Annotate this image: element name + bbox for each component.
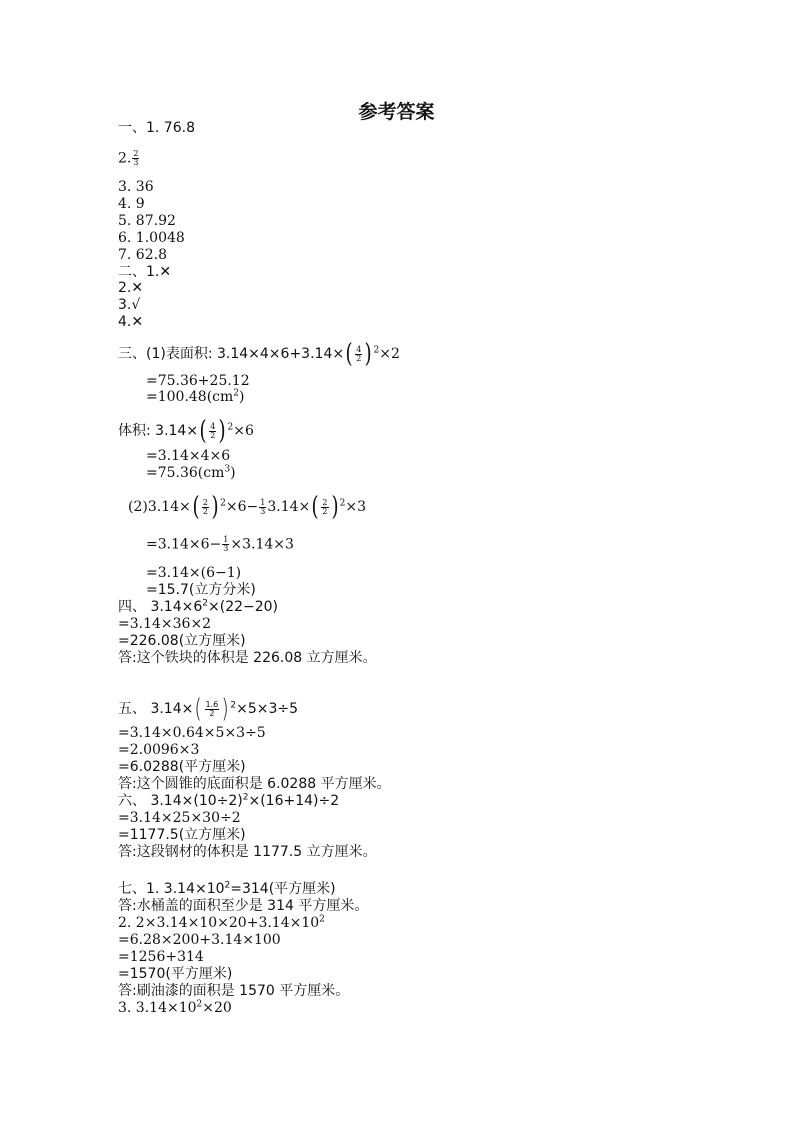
s7-q1-line1 <box>118 881 336 897</box>
s3-vol-prefix: 体积: 3.14× <box>118 423 199 439</box>
s2-q2: 2.✕ <box>118 280 144 296</box>
s4-line2: =3.14×36×2 <box>118 616 212 632</box>
s1-q6: 6. 1.0048 <box>118 230 185 246</box>
page-title: 参考答案 <box>358 101 435 123</box>
s3-part2-formula <box>128 494 366 520</box>
right-paren: ) <box>331 492 339 522</box>
fraction-denominator: 2 <box>202 506 208 516</box>
s3-p2-line2-fraction <box>222 536 229 553</box>
exponent: 2 <box>339 498 346 509</box>
s5-line1-suffix: ×5×3÷5 <box>236 701 299 717</box>
s7-q2-answer: 答:刷油漆的面积是 1570 平方厘米。 <box>118 983 350 999</box>
s3-p2-fraction-1 <box>202 499 209 516</box>
s3-vol-line3-b: ) <box>230 465 236 481</box>
fraction-denominator: 3 <box>133 158 139 167</box>
s3-vol-line3 <box>146 465 236 481</box>
s3-p2-line2-a: =3.14×6− <box>146 536 222 553</box>
s3-area-suffix: ×2 <box>379 346 400 362</box>
fraction-denominator: 3 <box>260 506 266 516</box>
s3-p2-mid-b: 3.14× <box>267 499 311 515</box>
s4-line1-b: ×(22−20) <box>208 599 279 615</box>
fraction-denominator: 2 <box>210 430 216 440</box>
right-paren: ) <box>218 416 226 446</box>
s7-q1-a: 七、1. 3.14×10 <box>118 881 225 897</box>
s3-area-line3-b: ) <box>239 389 245 405</box>
s7-q2-a: 2. 2×3.14×10×20+3.14×10 <box>118 915 320 931</box>
s4-line1 <box>118 599 278 615</box>
s1-q5: 5. 87.92 <box>118 213 176 229</box>
s3-p2-fraction-2 <box>259 499 266 516</box>
fraction-numerator: 4 <box>210 421 216 431</box>
s7-q2-line4: =1570(平方厘米) <box>118 966 233 982</box>
s3-p2-suffix: ×3 <box>345 499 367 515</box>
s3-volume-formula <box>118 418 254 444</box>
s3-area-fraction <box>355 346 362 363</box>
s3-vol-line3-a: =75.36(cm <box>146 465 225 481</box>
s1-q4: 4. 9 <box>118 196 145 212</box>
s3-area-line3-a: =100.48(cm <box>146 389 234 405</box>
fraction-numerator: 2 <box>202 497 208 507</box>
s3-p2-mid-a: ×6− <box>225 499 259 515</box>
s2-q3: 3.√ <box>118 297 141 313</box>
exponent: 2 <box>319 914 325 925</box>
s6-line1 <box>118 793 339 809</box>
s6-line1-b: ×(16+14)÷2 <box>248 793 340 809</box>
s1-q2 <box>118 150 140 167</box>
s7-q2-line2: =6.28×200+3.14×100 <box>118 932 281 948</box>
s4-line1-a: 四、 3.14×6 <box>118 599 203 615</box>
s5-line1-prefix: 五、 3.14× <box>118 701 194 717</box>
exponent: 2 <box>202 598 208 609</box>
s7-q3-a: 3. 3.14×10 <box>118 1000 197 1016</box>
s3-area-line2: =75.36+25.12 <box>146 373 250 389</box>
fraction-numerator: 1.6 <box>205 699 219 709</box>
s6-line2: =3.14×25×30÷2 <box>118 810 241 826</box>
left-paren: ( <box>199 416 207 446</box>
right-paren: ) <box>364 339 372 369</box>
fraction-numerator: 1 <box>260 497 266 507</box>
s7-q1-answer: 答:水桶盖的面积至少是 314 平方厘米。 <box>118 898 369 914</box>
left-paren: ( <box>345 339 353 369</box>
s3-area-prefix: 三、(1)表面积: 3.14×4×6+3.14× <box>118 346 345 362</box>
s5-answer: 答:这个圆锥的底面积是 6.0288 平方厘米。 <box>118 776 391 792</box>
s3-p2-line3: =3.14×(6−1) <box>146 565 242 581</box>
left-paren: ( <box>311 492 319 522</box>
s6-line1-a: 六、 3.14×(10÷2) <box>118 793 243 809</box>
right-paren: ) <box>221 694 229 724</box>
s6-line3: =1177.5(立方厘米) <box>118 827 246 843</box>
s1-q3: 3. 36 <box>118 179 154 195</box>
exponent: 2 <box>242 792 249 803</box>
s5-fraction <box>205 701 220 718</box>
s6-answer: 答:这段钢材的体积是 1177.5 立方厘米。 <box>118 844 377 860</box>
s3-p2-line2 <box>146 536 294 553</box>
s3-vol-fraction <box>209 423 216 440</box>
s7-q3-line1 <box>118 1000 232 1016</box>
fraction-denominator: 2 <box>209 708 215 718</box>
fraction-numerator: 1 <box>223 535 229 544</box>
s1-q1: 一、1. 76.8 <box>118 120 195 136</box>
exponent: 2 <box>373 345 380 356</box>
s5-line1 <box>118 696 298 722</box>
right-paren: ) <box>211 492 219 522</box>
s3-p2-fraction-3 <box>321 499 328 516</box>
s3-vol-suffix: ×6 <box>233 423 254 439</box>
fraction-numerator: 4 <box>356 344 362 354</box>
s2-q1: 二、1.✕ <box>118 264 172 280</box>
s3-area-line3 <box>146 389 245 405</box>
s2-q4: 4.✕ <box>118 314 144 330</box>
s7-q2-line1 <box>118 915 325 931</box>
s3-p2-line2-b: ×3.14×3 <box>230 536 294 553</box>
s3-p2-line4: =15.7(立方分米) <box>146 582 256 598</box>
exponent: 2 <box>233 388 240 399</box>
s5-line4: =6.0288(平方厘米) <box>118 759 246 775</box>
exponent: 2 <box>224 880 231 891</box>
s3-p2-prefix: (2)3.14× <box>128 499 191 515</box>
fraction-denominator: 2 <box>356 353 362 363</box>
s4-line3: =226.08(立方厘米) <box>118 633 246 649</box>
fraction-numerator: 2 <box>322 497 328 507</box>
fraction-numerator: 2 <box>133 149 139 158</box>
s5-line2: =3.14×0.64×5×3÷5 <box>118 725 266 741</box>
exponent: 2 <box>196 999 203 1010</box>
exponent: 2 <box>220 498 226 509</box>
exponent: 2 <box>230 700 237 711</box>
s1-q7: 7. 62.8 <box>118 247 167 263</box>
exponent: 3 <box>224 464 231 475</box>
exponent: 2 <box>227 422 234 433</box>
s5-line3: =2.0096×3 <box>118 742 200 758</box>
s4-answer: 答:这个铁块的体积是 226.08 立方厘米。 <box>118 650 377 666</box>
left-paren: ( <box>192 492 200 522</box>
fraction-denominator: 2 <box>322 506 328 516</box>
s7-q2-line3: =1256+314 <box>118 949 204 965</box>
s1-q2-prefix: 2. <box>118 150 132 167</box>
left-paren: ( <box>194 694 202 724</box>
s7-q3-b: ×20 <box>202 1000 232 1016</box>
s1-q2-fraction <box>132 150 139 167</box>
s3-area-formula <box>118 341 400 367</box>
fraction-denominator: 3 <box>223 544 229 553</box>
s7-q1-b: =314(平方厘米) <box>230 881 336 897</box>
s3-vol-line2: =3.14×4×6 <box>146 448 231 464</box>
